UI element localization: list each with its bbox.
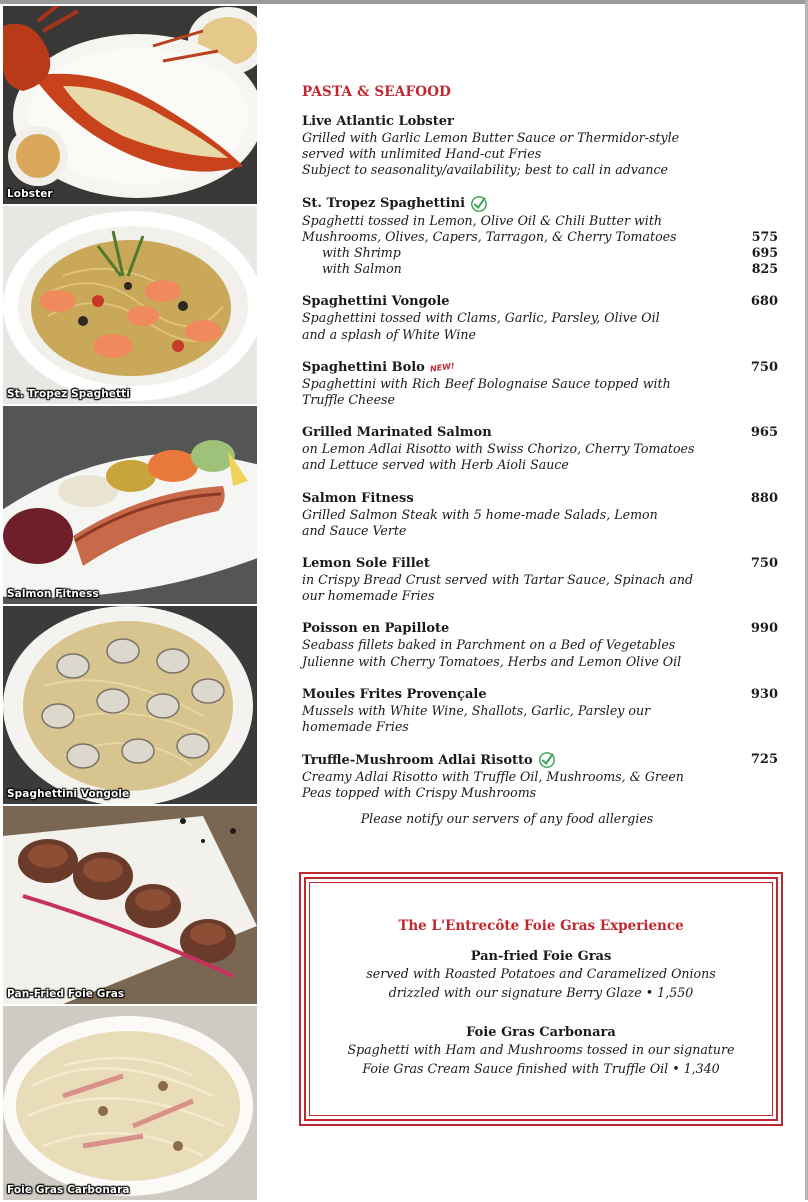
photo-caption: Lobster [7, 188, 53, 200]
item-name-row [302, 751, 780, 769]
foie-gras-content [301, 874, 781, 1078]
item-price: 750 [750, 359, 778, 375]
item-desc-line: Seabass fillets baked in Parchment on a Bed of Vegetables [302, 637, 676, 653]
item-name: Poisson en Papillote [302, 621, 450, 637]
lobster-photo [3, 6, 257, 206]
item-desc-line: on Lemon Adlai Risotto with Swiss Chorizo, Cherry Tomatoes [302, 441, 695, 457]
new-badge-icon: NEW! [429, 361, 456, 374]
menu-item [302, 293, 780, 342]
top-border [0, 0, 808, 4]
variant-label: with Salmon [322, 261, 402, 277]
item-name: Moules Frites Provençale [302, 686, 487, 702]
carbonara-photo [3, 1006, 257, 1202]
item-price: 575 [751, 228, 778, 244]
variant-price: 695 [751, 245, 778, 261]
item-desc-line: Spaghettini tossed with Clams, Garlic, Parsley, Olive Oil [302, 310, 660, 326]
item-desc-line: Creamy Adlai Risotto with Truffle Oil, Mushrooms, & Green [302, 769, 684, 785]
item-name: Truffle-Mushroom Adlai Risotto [302, 752, 533, 768]
foie-gras-dish-line: Foie Gras Cream Sauce finished with Truffle Oil • 1,340 [362, 1060, 720, 1076]
variant-price: 825 [751, 261, 778, 277]
item-price: 930 [750, 686, 778, 702]
menu-item [302, 424, 780, 473]
menu-item [302, 686, 780, 735]
check-icon [470, 195, 488, 213]
item-name: Spaghettini Bolo [302, 359, 425, 375]
foie-gras-dish-line: Spaghetti with Ham and Mushrooms tossed in our signature [347, 1042, 735, 1057]
menu-item [302, 195, 780, 278]
menu-item [302, 555, 780, 604]
item-base-row [302, 229, 780, 245]
foie-gras-dish-name: Pan-fried Foie Gras [470, 949, 612, 964]
item-name-row [302, 359, 780, 376]
variant-label: with Shrimp [322, 245, 401, 261]
salmon-plate-photo [3, 406, 257, 606]
menu-item [302, 620, 780, 669]
foie-gras-photo [3, 806, 257, 1006]
foie-gras-dish-name: Foie Gras Carbonara [466, 1025, 616, 1040]
item-name: Salmon Fitness [302, 490, 414, 506]
menu-item [302, 490, 780, 539]
item-desc-line: in Crispy Bread Crust served with Tartar Sauce, Spinach and [302, 572, 694, 588]
menu-item [302, 359, 780, 408]
item-desc-line: Julienne with Cherry Tomatoes, Herbs and Lemon Olive Oil [302, 653, 682, 669]
clam-pasta-photo [3, 606, 257, 806]
item-name: Spaghettini Vongole [302, 294, 450, 310]
menu-item [302, 751, 780, 801]
item-desc-line: Mushrooms, Olives, Capers, Tarragon, & Cherry Tomatoes [302, 228, 677, 244]
foie-gras-dish-line: drizzled with our signature Berry Glaze • 1,550 [388, 984, 694, 1000]
photo-caption: Foie Gras Carbonara [7, 1184, 130, 1196]
item-name: Lemon Sole Fillet [302, 556, 430, 572]
item-price: 680 [750, 294, 778, 310]
item-desc-line: served with unlimited Hand-cut Fries [302, 146, 542, 162]
item-desc-line: Grilled Salmon Steak with 5 home-made Salads, Lemon [302, 506, 658, 522]
item-desc-line: Peas topped with Crispy Mushrooms [302, 785, 537, 801]
menu-item [302, 113, 780, 179]
photo-caption: Salmon Fitness [7, 588, 99, 600]
foie-gras-dish-line: served with Roasted Potatoes and Caramelized Onions [366, 966, 716, 981]
item-name: Grilled Marinated Salmon [302, 425, 492, 441]
item-price: 750 [750, 556, 778, 572]
item-name: St. Tropez Spaghettini [302, 196, 466, 212]
section-title: PASTA & SEAFOOD [302, 84, 452, 100]
shrimp-spaghetti-photo [3, 206, 257, 406]
menu-column [302, 84, 780, 826]
foie-gras-title: The L'Entrecôte Foie Gras Experience [398, 918, 684, 934]
photo-caption: St. Tropez Spaghetti [7, 388, 130, 400]
item-variant [302, 261, 780, 277]
photo-strip [3, 6, 257, 1200]
item-name: Live Atlantic Lobster [302, 114, 454, 129]
item-desc-line: Spaghetti tossed in Lemon, Olive Oil & Chili Butter with [302, 212, 662, 228]
photo-caption: Spaghettini Vongole [7, 788, 130, 800]
item-desc-line: and Lettuce served with Herb Aioli Sauce [302, 457, 569, 473]
item-desc-line: Grilled with Garlic Lemon Butter Sauce or Thermidor-style [302, 130, 680, 145]
allergy-note: Please notify our servers of any food allergies [360, 811, 654, 826]
item-desc-line: and Sauce Verte [302, 522, 407, 538]
foie-gras-box [299, 872, 783, 1126]
item-desc-line: Mussels with White Wine, Shallots, Garlic, Parsley our [302, 702, 651, 718]
item-desc-line: Spaghettini with Rich Beef Bolognaise Sauce topped with [302, 375, 671, 391]
item-variant [302, 245, 780, 261]
item-price: 990 [750, 621, 778, 637]
photo-caption: Pan-Fried Foie Gras [7, 988, 125, 1000]
check-icon [538, 751, 556, 769]
item-name-row [302, 195, 780, 213]
item-price: 880 [750, 490, 778, 506]
item-price: 965 [750, 425, 778, 441]
item-desc-line: our homemade Fries [302, 588, 435, 604]
item-price: 725 [750, 752, 778, 768]
item-desc-line: Subject to seasonality/availability; best to call in advance [302, 162, 669, 178]
item-desc-line: Truffle Cheese [302, 392, 395, 408]
item-desc-line: and a splash of White Wine [302, 326, 476, 342]
item-desc-line: homemade Fries [302, 719, 409, 735]
